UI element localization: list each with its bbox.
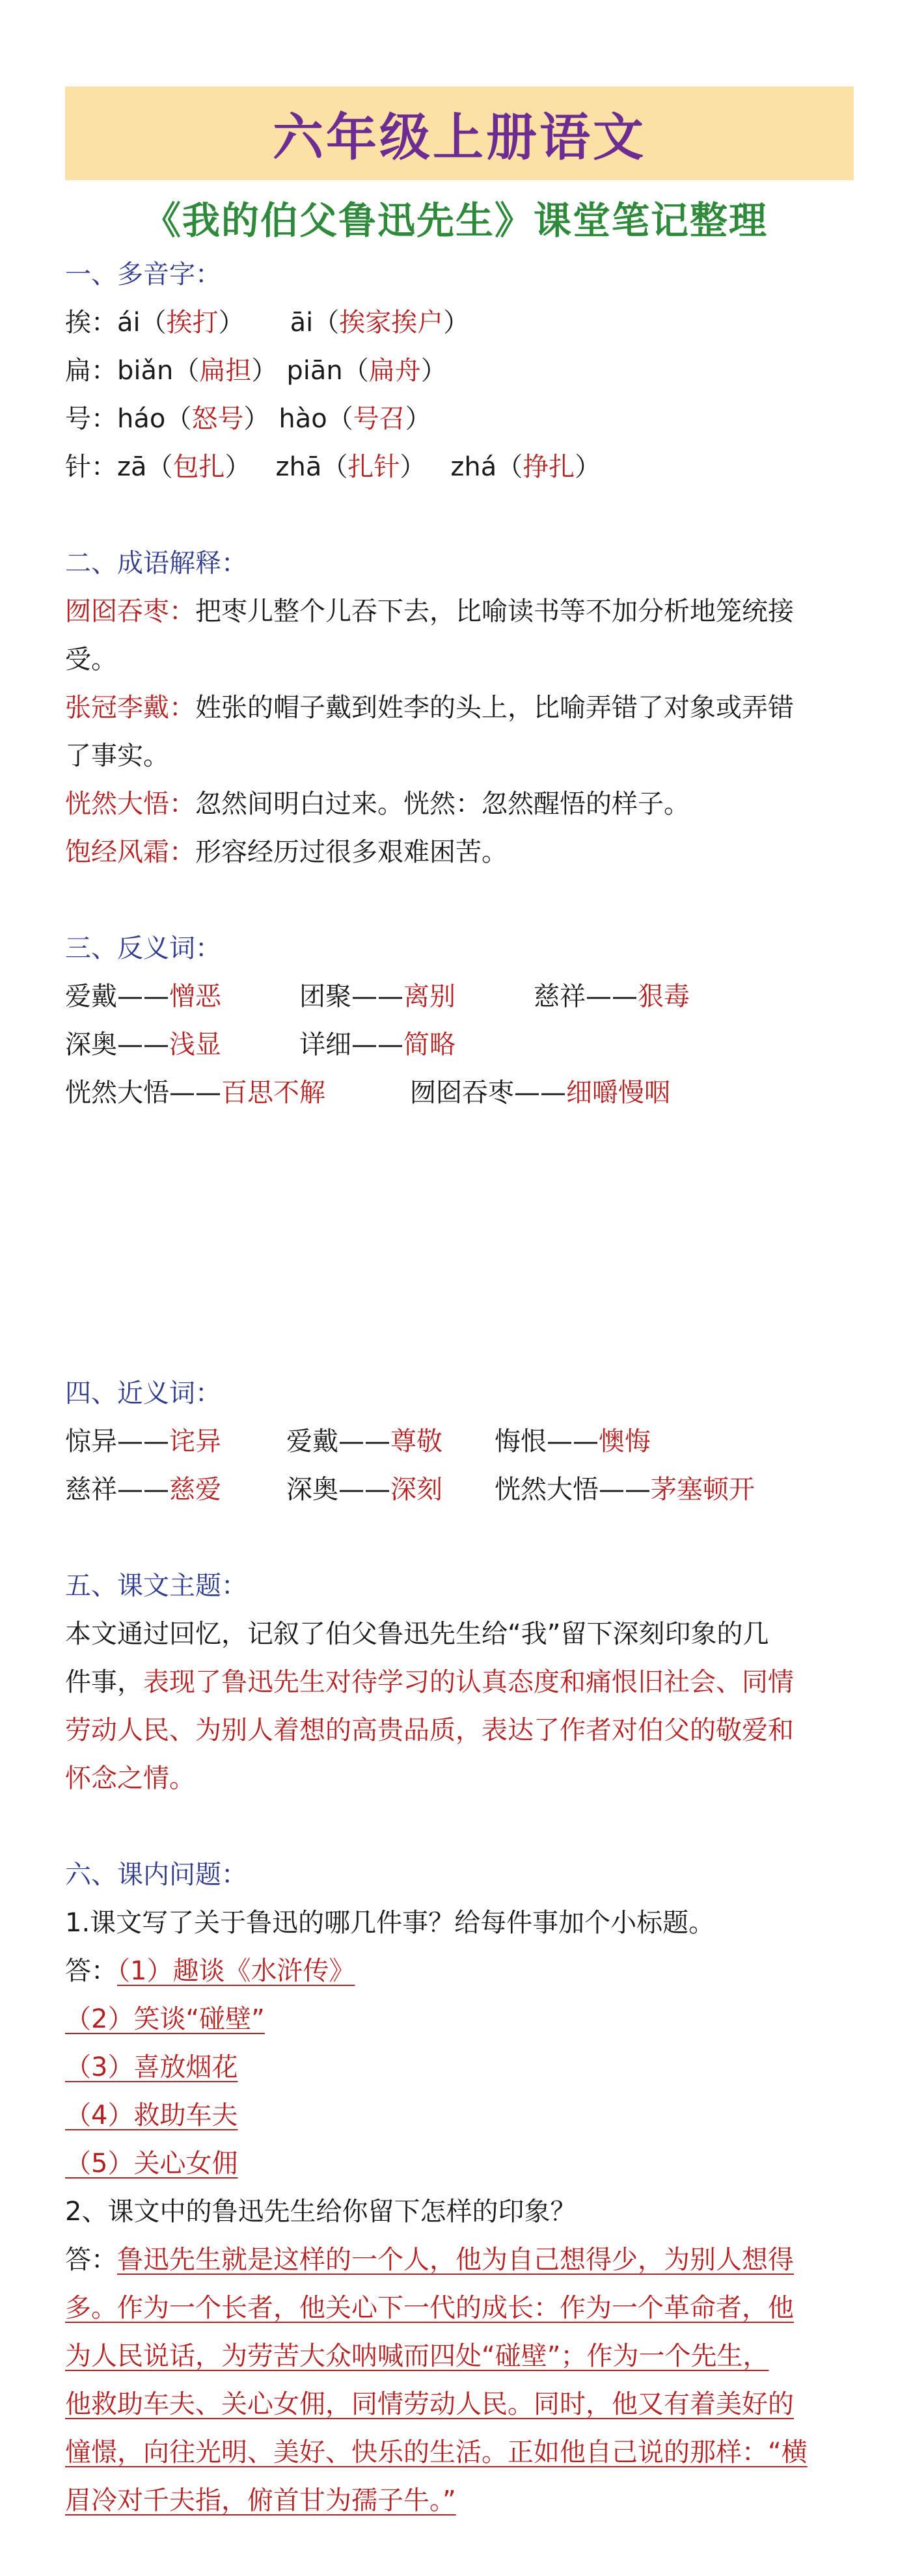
question-1: 1.课文写了关于鲁迅的哪几件事？给每件事加个小标题。	[65, 1908, 715, 1938]
antonym-pair: 恍然大悟——百思不解	[65, 1078, 325, 1108]
polyphone-pinyin: hào	[279, 404, 327, 434]
theme-paragraph-line: 劳动人民、为别人着想的高贵品质，表达了作者对伯父的敬爱和	[65, 1715, 794, 1745]
answer-1-item: （4）救助车夫	[65, 2100, 238, 2130]
section-heading-antonyms: 三、反义词：	[65, 933, 221, 963]
idiom-term: 张冠李戴：	[65, 693, 195, 723]
polyphone-word: 号召	[353, 404, 405, 434]
polyphone-char: 号：	[65, 404, 117, 434]
idiom-definition: 姓张的帽子戴到姓李的头上，比喻弄错了对象或弄错	[195, 693, 794, 723]
polyphone-word: 挨打	[166, 308, 219, 338]
section-heading-theme: 五、课文主题：	[65, 1571, 247, 1601]
polyphone-word: 挨家挨户	[339, 308, 444, 338]
answer-2-line: 憧憬，向往光明、美好、快乐的生活。正如他自己说的那样：“横	[65, 2437, 808, 2467]
polyphone-row: 挨：ái（挨打） āi（挨家挨户）	[65, 308, 470, 338]
section-heading-synonyms: 四、近义词：	[65, 1378, 221, 1408]
antonym-pair: 深奥——浅显	[65, 1030, 221, 1060]
synonym-pair: 深奥——深刻	[286, 1475, 442, 1505]
polyphone-char: 挨：	[65, 308, 117, 338]
antonym-pair: 爱戴——憎恶	[65, 982, 221, 1012]
idiom-item	[65, 692, 859, 723]
polyphone-word: 怒号	[191, 404, 244, 434]
synonym-pair: 悔恨——懊悔	[495, 1427, 651, 1456]
theme-paragraph-line: 怀念之情。	[65, 1764, 195, 1793]
polyphone-word: 挣扎	[523, 452, 575, 482]
idiom-definition: 形容经历过很多艰难困苦。	[195, 837, 508, 867]
idiom-term: 饱经风霜：	[65, 837, 195, 867]
idiom-definition: 忽然间明白过来。恍然：忽然醒悟的样子。	[195, 789, 690, 819]
polyphone-pinyin: zhā	[275, 452, 322, 482]
antonym-pair: 囫囵吞枣——细嚼慢咽	[410, 1078, 670, 1108]
polyphone-pinyin: piān	[286, 356, 343, 386]
polyphone-row: 针：zā（包扎） zhā（扎针） zhá（挣扎）	[65, 452, 601, 482]
polyphone-pinyin: zā	[117, 452, 147, 482]
antonym-pair: 团聚——离别	[299, 982, 456, 1012]
polyphone-word: 扁担	[199, 356, 252, 386]
answer-label: 答：	[65, 2245, 117, 2275]
synonym-pair: 惊异——诧异	[65, 1427, 221, 1456]
idiom-term: 恍然大悟：	[65, 789, 195, 819]
answer-label: 答：	[65, 1956, 117, 1986]
polyphone-pinyin: háo	[117, 404, 166, 434]
synonym-pair: 爱戴——尊敬	[286, 1427, 442, 1456]
answer-2-line: 他救助车夫、关心女佣，同情劳动人民。同时，他又有着美好的	[65, 2389, 794, 2419]
answer-1-item: （5）关心女佣	[65, 2149, 238, 2179]
polyphone-word: 扎针	[347, 452, 400, 482]
section-heading-idioms: 二、成语解释：	[65, 548, 247, 578]
section-heading-questions: 六、课内问题：	[65, 1860, 247, 1890]
antonym-row	[65, 1077, 859, 1108]
synonym-pair: 慈祥——慈爱	[65, 1475, 221, 1505]
polyphone-pinyin: āi	[290, 308, 314, 338]
polyphone-pinyin: zhá	[450, 452, 497, 482]
synonym-pair: 恍然大悟——茅塞顿开	[495, 1475, 755, 1505]
idiom-definition-cont: 了事实。	[65, 741, 169, 771]
answer-1-item: 答：（1）趣谈《水浒传》	[65, 1956, 355, 1986]
answer-1-item: （2）笑谈“碰壁”	[65, 2004, 265, 2034]
idiom-item	[65, 788, 859, 820]
idiom-term: 囫囵吞枣：	[65, 597, 195, 626]
answer-2-line: 多。作为一个长者，他关心下一代的成长：作为一个革命者，他	[65, 2293, 794, 2323]
polyphone-row: 号：háo（怒号） hào（号召）	[65, 404, 431, 434]
idiom-definition: 把枣儿整个儿吞下去，比喻读书等不加分析地笼统接	[195, 597, 794, 626]
polyphone-char: 扁：	[65, 356, 117, 386]
synonym-row	[65, 1426, 859, 1457]
question-2: 2、课文中的鲁迅先生给你留下怎样的印象？	[65, 2197, 577, 2227]
antonym-pair: 详细——简略	[299, 1030, 456, 1060]
page-title: 六年级上册语文	[272, 109, 646, 167]
section-heading-polyphones: 一、多音字：	[65, 260, 221, 289]
polyphone-word: 包扎	[172, 452, 225, 482]
answer-2-line: 答：鲁迅先生就是这样的一个人，他为自己想得少，为别人想得	[65, 2245, 794, 2275]
theme-paragraph-line: 本文通过回忆，记叙了伯父鲁迅先生给“我”留下深刻印象的几	[65, 1619, 769, 1649]
idiom-item	[65, 596, 859, 627]
answer-2-line: 为人民说话，为劳苦大众呐喊而四处“碰壁”；作为一个先生，	[65, 2341, 769, 2371]
polyphone-pinyin: biǎn	[117, 356, 174, 386]
page-subtitle: 《我的伯父鲁迅先生》课堂笔记整理	[143, 198, 768, 243]
answer-2-line: 眉冷对千夫指，俯首甘为孺子牛。”	[65, 2486, 456, 2516]
idiom-item	[65, 837, 859, 868]
polyphone-pinyin: ái	[117, 308, 141, 338]
idiom-definition-cont: 受。	[65, 645, 117, 675]
antonym-pair: 慈祥——狠毒	[534, 982, 690, 1012]
answer-1-item: （3）喜放烟花	[65, 2052, 238, 2082]
polyphone-char: 针：	[65, 452, 117, 482]
antonym-row	[65, 1029, 859, 1060]
title-banner	[65, 87, 854, 180]
theme-paragraph-line: 件事，表现了鲁迅先生对待学习的认真态度和痛恨旧社会、同情	[65, 1667, 794, 1697]
polyphone-row: 扁：biǎn（扁担） piān（扁舟）	[65, 356, 447, 386]
synonym-row	[65, 1474, 859, 1505]
polyphone-word: 扁舟	[368, 356, 421, 386]
antonym-row	[65, 981, 859, 1012]
